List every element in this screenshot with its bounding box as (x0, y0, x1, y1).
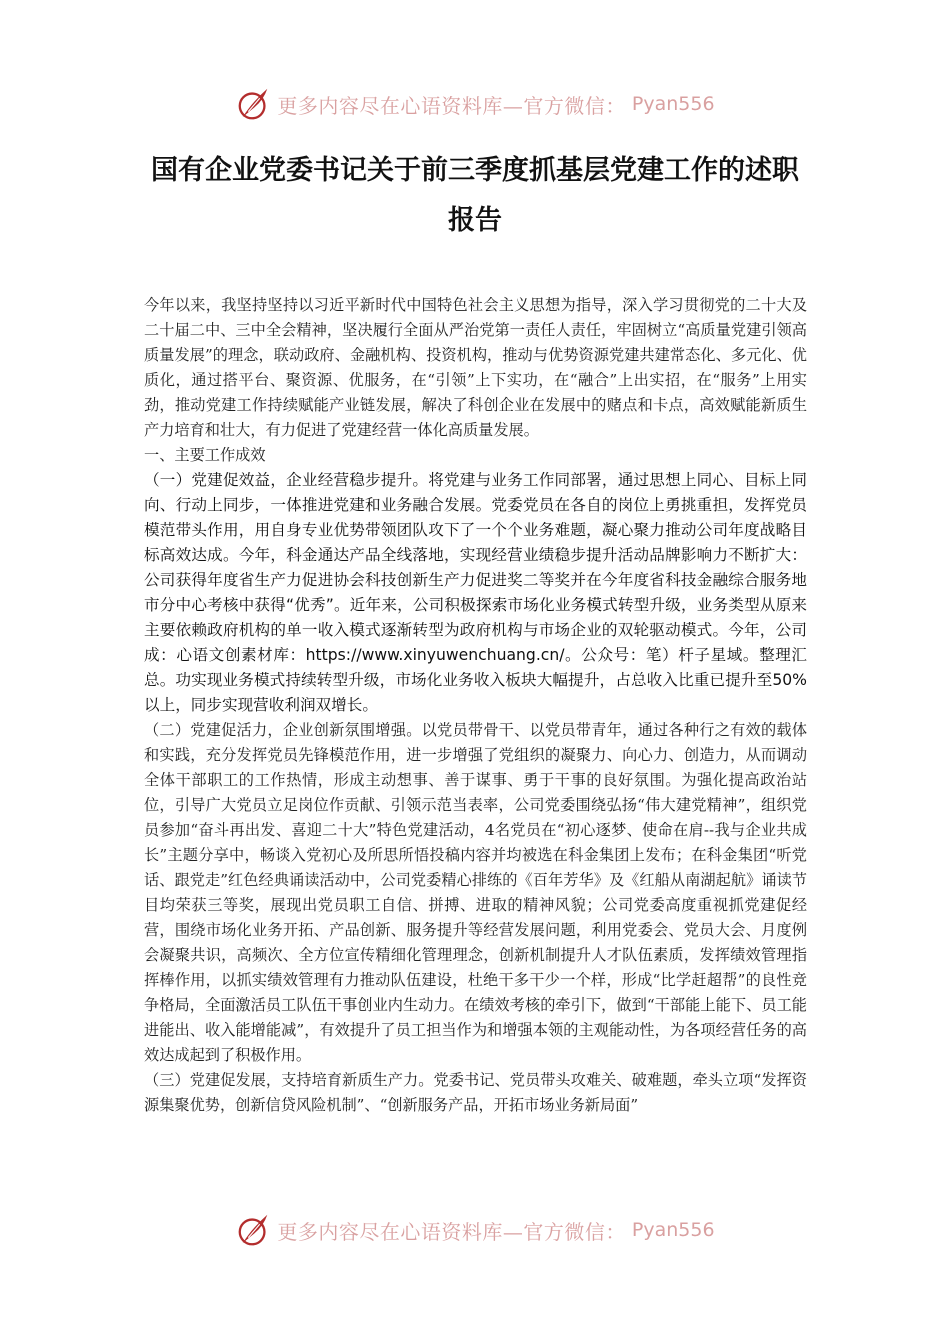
section-heading: 一、主要工作成效 (144, 446, 266, 464)
wechat-handle: Pyan556 (631, 93, 715, 115)
wechat-handle: Pyan556 (631, 1219, 715, 1241)
banner-text: 更多内容尽在心语资料库—官方微信： (277, 1219, 626, 1244)
intro-paragraph: 今年以来，我坚持坚持以习近平新时代中国特色社会主义思想为指导，深入学习贯彻党的二十大及二十届二中、三中全会精神，坚决履行全面从严治党第一责任人责任，牢固树立“高质量党建引领高质量发展”的理念，联动政府、金融机构、投资机构，推动与优势资源党建共建常态化、多元化、优质化，通过搭平台、聚资源、优服务，在“引领”上下实功，在“融合”上出实招，在“服务”上用实劲，推动党建工作持续赋能产业链发展，解决了科创企业在发展中的赌点和卡点，高效赋能新质生产力培育和壮大，有力促进了党建经营一体化高质量发展。 (144, 296, 807, 439)
document-title: 国有企业党委书记关于前三季度抓基层党建工作的述职报告 (151, 155, 799, 236)
paragraph-three: （三）党建促发展，支持培育新质生产力。党委书记、党员带头攻难关、破难题，牵头立项“发挥资源集聚优势，创新信贷风险机制”、“创新服务产品，开拓市场业务新局面” (144, 1071, 807, 1114)
banner-text: 更多内容尽在心语资料库—官方微信： (277, 93, 626, 118)
header-banner (0, 82, 950, 126)
footer-banner (0, 1208, 950, 1252)
quill-pen-icon (235, 85, 273, 123)
document-body (144, 293, 807, 1118)
paragraph-one: （一）党建促效益，企业经营稳步提升。将党建与业务工作同部署，通过思想上同心、目标上同向、行动上同步，一体推进党建和业务融合发展。党委党员在各自的岗位上勇挑重担，发挥党员模范带头作用，用自身专业优势带领团队攻下了一个个业务难题，凝心聚力推动公司年度战略目标高效达成。今年，科金通达产品全线落地，实现经营业绩稳步提升活动品牌影响力不断扩大：公司获得年度省生产力促进协会科技创新生产力促进奖二等奖并在今年度省科技金融综合服务地市分中心考核中获得“优秀”。近年来，公司积极探索市场化业务模式转型升级，业务类型从原来主要依赖政府机构的单一收入模式逐渐转型为政府机构与市场企业的双轮驱动模式。今年，公司成：心语文创素材库：https://www.xinyuwenchuang.cn/。公众号：笔）杆子星域。整理汇总。功实现业务模式持续转型升级，市场化业务收入板块大幅提升，占总收入比重已提升至50%以上，同步实现营收利润双增长。 (144, 471, 807, 714)
paragraph-two: （二）党建促活力，企业创新氛围增强。以党员带骨干、以党员带青年，通过各种行之有效的载体和实践，充分发挥党员先锋模范作用，进一步增强了党组织的凝聚力、向心力、创造力，从而调动全体干部职工的工作热情，形成主动想事、善于谋事、勇于干事的良好氛围。为强化提高政治站位，引导广大党员立足岗位作贡献、引领示范当表率，公司党委围绕弘扬“伟大建党精神”，组织党员参加“奋斗再出发、喜迎二十大”特色党建活动，4名党员在“初心逐梦、使命在肩--我与企业共成长”主题分享中，畅谈入党初心及所思所悟投稿内容并均被选在科金集团上发布；在科金集团“听党话、跟党走”红色经典诵读活动中，公司党委精心排练的《百年芳华》及《红船从南湖起航》诵读节目均荣获三等奖，展现出党员职工自信、拼搏、进取的精神风貌；公司党委高度重视抓党建促经营，围绕市场化业务开拓、产品创新、服务提升等经营发展问题，利用党委会、党员大会、月度例会凝聚共识，高频次、全方位宣传精细化管理理念，创新机制提升人才队伍素质，发挥绩效管理指挥棒作用，以抓实绩效管理有力推动队伍建设，杜绝干多干少一个样，形成“比学赶超帮”的良性竞争格局，全面激活员工队伍干事创业内生动力。在绩效考核的牵引下，做到“干部能上能下、员工能进能出、收入能增能减”，有效提升了员工担当作为和增强本领的主观能动性，为各项经营任务的高效达成起到了积极作用。 (144, 721, 807, 1064)
quill-pen-icon (235, 1211, 273, 1249)
